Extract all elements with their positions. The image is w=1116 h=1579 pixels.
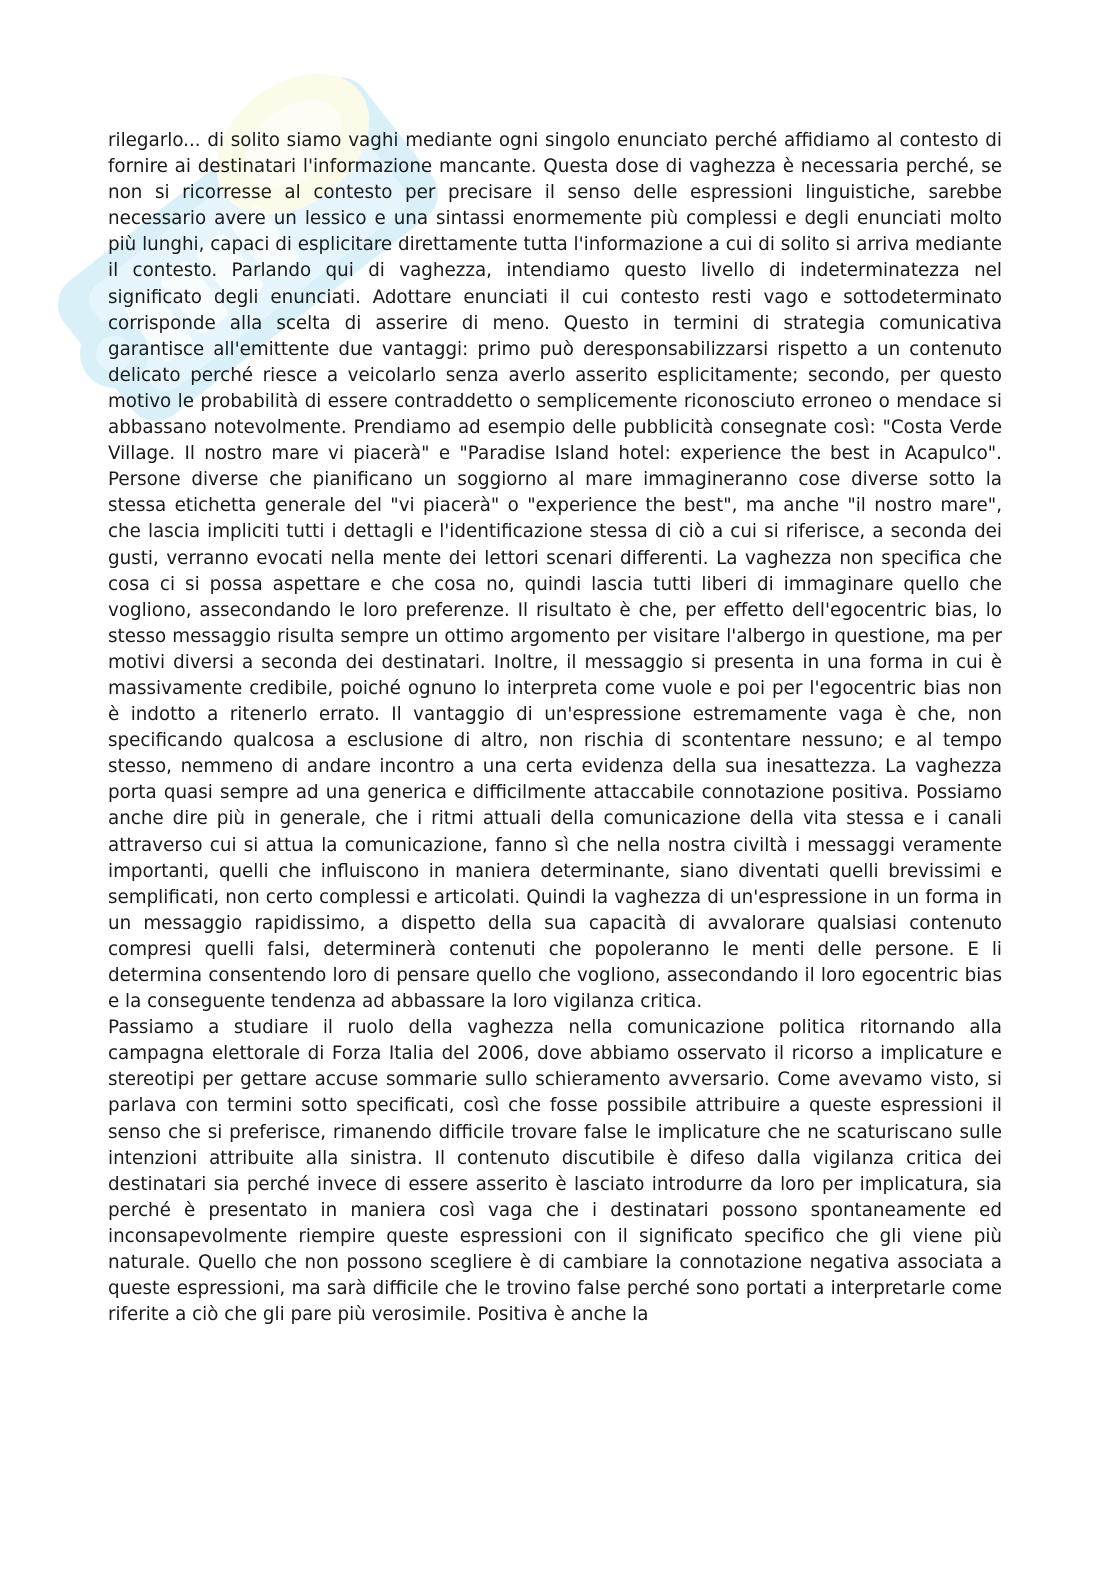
document-body: [108, 128, 1002, 1328]
paragraph: rilegarlo... di solito siamo vaghi mediante ogni singolo enunciato perché affidiamo al contesto di fornire ai destinatari l'informazione mancante. Questa dose di vaghezza è necessaria perché, se non si ricorresse al contesto per precisare il senso delle espressioni linguistiche, sarebbe necessario avere un lessico e una sintassi enormemente più complessi e degli enunciati molto più lunghi, capaci di esplicitare direttamente tutta l'informazione a cui di solito si arriva mediante il contesto. Parlando qui di vaghezza, intendiamo questo livello di indeterminatezza nel significato degli enunciati. Adottare enunciati il cui contesto resti vago e sottodeterminato corrisponde alla scelta di asserire di meno. Questo in termini di strategia comunicativa garantisce all'emittente due vantaggi: primo può deresponsabilizzarsi rispetto a un contenuto delicato perché riesce a veicolarlo senza averlo asserito esplicitamente; secondo, per questo motivo le probabilità di essere contraddetto o semplicemente riconosciuto erroneo o mendace si abbassano notevolmente. Prendiamo ad esempio delle pubblicità consegnate così: "Costa Verde Village. Il nostro mare vi piacerà" e "Paradise Island hotel: experience the best in Acapulco". Persone diverse che pianificano un soggiorno al mare immagineranno cose diverse sotto la stessa etichetta generale del "vi piacerà" o "experience the best", ma anche "il nostro mare", che lascia impliciti tutti i dettagli e l'identificazione stessa di ciò a cui si riferisce, a seconda dei gusti, verranno evocati nella mente dei lettori scenari differenti. La vaghezza non specifica che cosa ci si possa aspettare e che cosa no, quindi lascia tutti liberi di immaginare quello che vogliono, assecondando le loro preferenze. Il risultato è che, per effetto dell'egocentric bias, lo stesso messaggio risulta sempre un ottimo argomento per visitare l'albergo in questione, ma per motivi diversi a seconda dei destinatari. Inoltre, il messaggio si presenta in una forma in cui è massivamente credibile, poiché ognuno lo interpreta come vuole e poi per l'egocentric bias non è indotto a ritenerlo errato. Il vantaggio di un'espressione estremamente vaga è che, non specificando qualcosa a esclusione di altro, non rischia di scontentare nessuno; e al tempo stesso, nemmeno di andare incontro a una certa evidenza della sua inesattezza. La vaghezza porta quasi sempre ad una generica e difficilmente attaccabile connotazione positiva. Possiamo anche dire più in generale, che i ritmi attuali della comunicazione della vita stessa e i canali attraverso cui si attua la comunicazione, fanno sì che nella nostra civiltà i messaggi veramente importanti, quelli che influiscono in maniera determinante, siano diventati quelli brevissimi e semplificati, non certo complessi e articolati. Quindi la vaghezza di un'espressione in un forma in un messaggio rapidissimo, a dispetto della sua capacità di avvalorare qualsiasi contenuto compresi quelli falsi, determinerà contenuti che popoleranno le menti delle persone. E li determina consentendo loro di pensare quello che vogliono, assecondando il loro egocentric bias e la conseguente tendenza ad abbassare la loro vigilanza critica.: [108, 130, 1002, 1013]
paragraph: Passiamo a studiare il ruolo della vaghezza nella comunicazione politica ritornando alla campagna elettorale di Forza Italia del 2006, dove abbiamo osservato il ricorso a implicature e stereotipi per gettare accuse sommarie sullo schieramento avversario. Come avevamo visto, si parlava con termini sotto specificati, così che fosse possibile attribuire a queste espressioni il senso che si preferisce, rimanendo difficile trovare false le implicature che ne scaturiscano sulle intenzioni attribuite alla sinistra. Il contenuto discutibile è difeso dalla vigilanza critica dei destinatari sia perché invece di essere asserito è lasciato introdurre da loro per implicatura, sia perché è presentato in maniera così vaga che i destinatari possono spontaneamente ed inconsapevolmente riempire queste espressioni con il significato specifico che gli viene più naturale. Quello che non possono scegliere è di cambiare la connotazione negativa associata a queste espressioni, ma sarà difficile che le trovino false perché sono portati a interpretarle come riferite a ciò che gli pare più verosimile. Positiva è anche la: [108, 1017, 1002, 1326]
